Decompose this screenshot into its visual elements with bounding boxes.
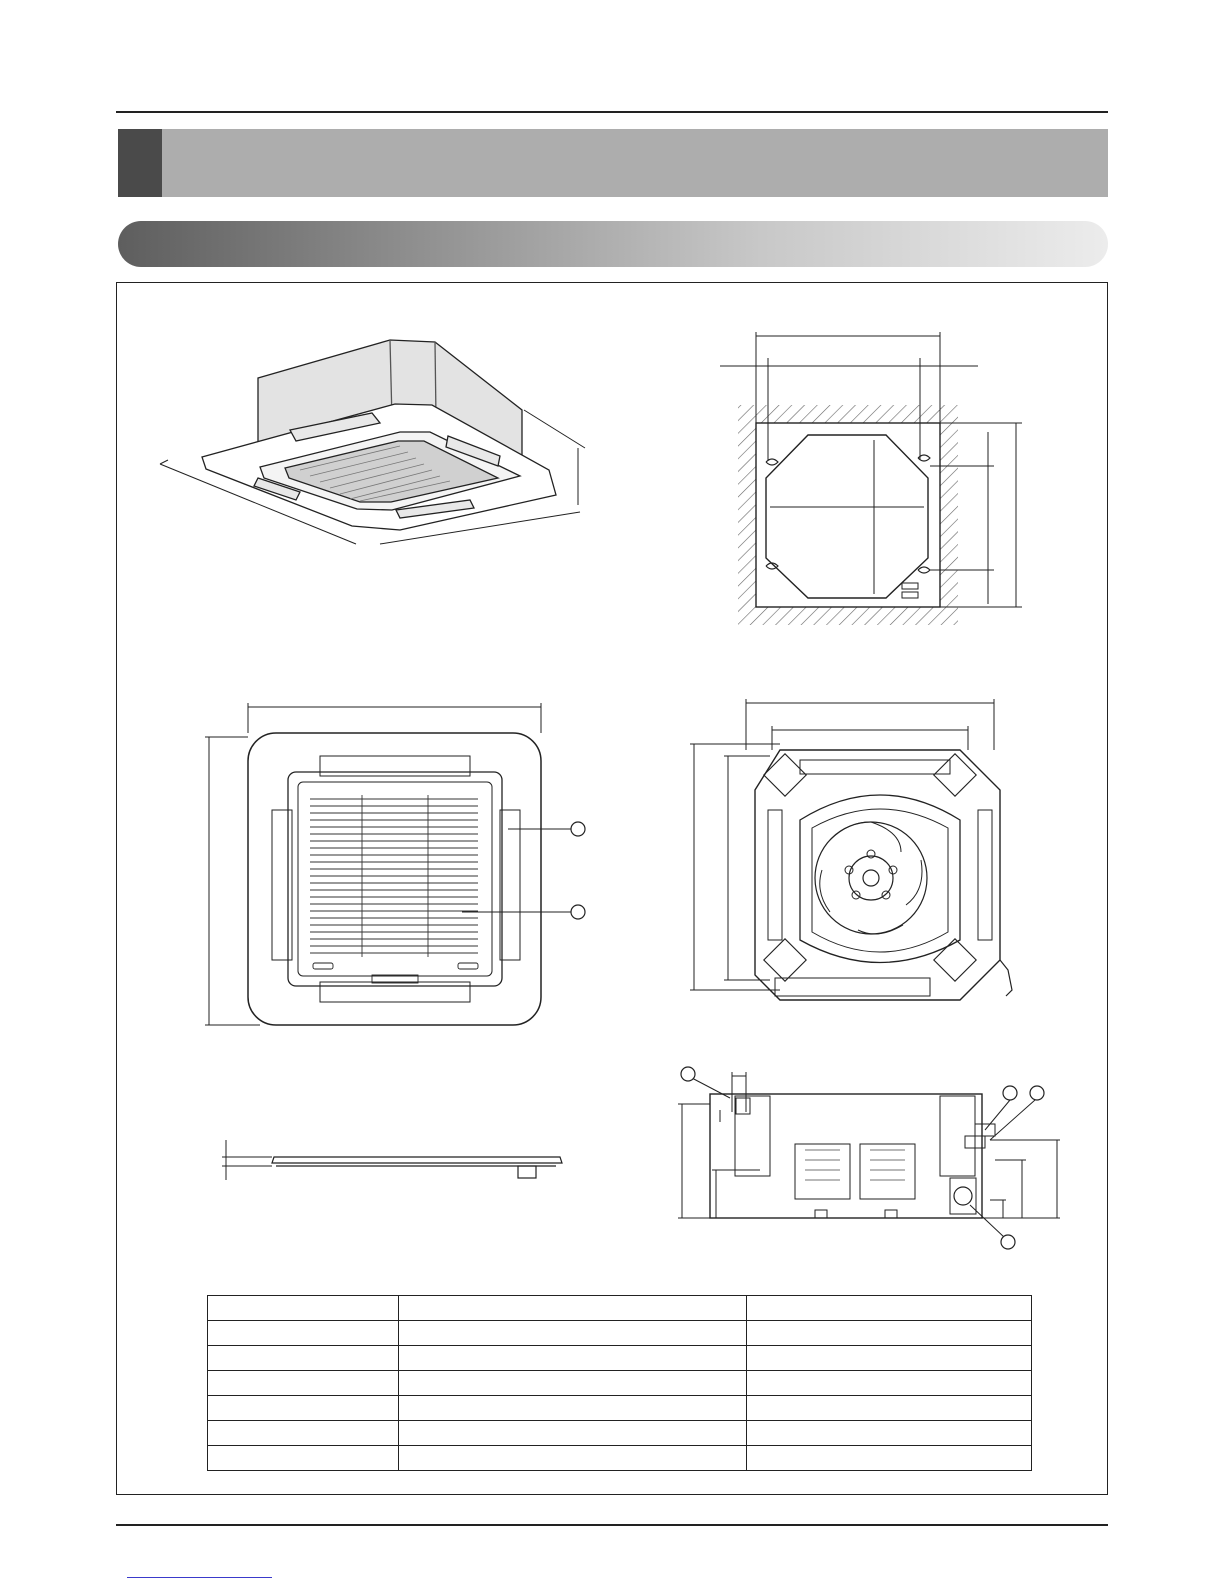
table-cell [747,1346,1032,1371]
table-cell [208,1321,399,1346]
table-row [208,1421,1032,1446]
table-cell [208,1446,399,1471]
table-cell [208,1296,399,1321]
table-cell [747,1321,1032,1346]
table-cell [747,1446,1032,1471]
table-row [208,1296,1032,1321]
side-panel-icon [222,1140,562,1180]
footer-link-underline[interactable] [127,1577,272,1578]
table-cell [747,1371,1032,1396]
table-cell [399,1346,747,1371]
spec-table-wrapper [207,1295,1032,1469]
table-row [208,1396,1032,1421]
table-cell [399,1446,747,1471]
table-cell [747,1296,1032,1321]
fan-view-icon [690,699,1012,1000]
table-cell [399,1321,747,1346]
table-row [208,1321,1032,1346]
table-cell [208,1421,399,1446]
table-cell [747,1421,1032,1446]
table-row [208,1346,1032,1371]
cassette-unit-illustration [202,340,556,530]
table-cell [399,1371,747,1396]
bottom-rule [116,1524,1108,1526]
table-cell [208,1371,399,1396]
spec-table [207,1295,1032,1471]
table-cell [399,1296,747,1321]
table-row [208,1446,1032,1471]
table-cell [399,1421,747,1446]
table-cell [747,1396,1032,1421]
table-cell [208,1396,399,1421]
side-elevation-icon [678,1067,1060,1249]
table-cell [399,1396,747,1421]
table-row [208,1371,1032,1396]
ceiling-opening-icon [720,332,1022,625]
table-cell [208,1346,399,1371]
front-panel-icon [205,703,585,1025]
